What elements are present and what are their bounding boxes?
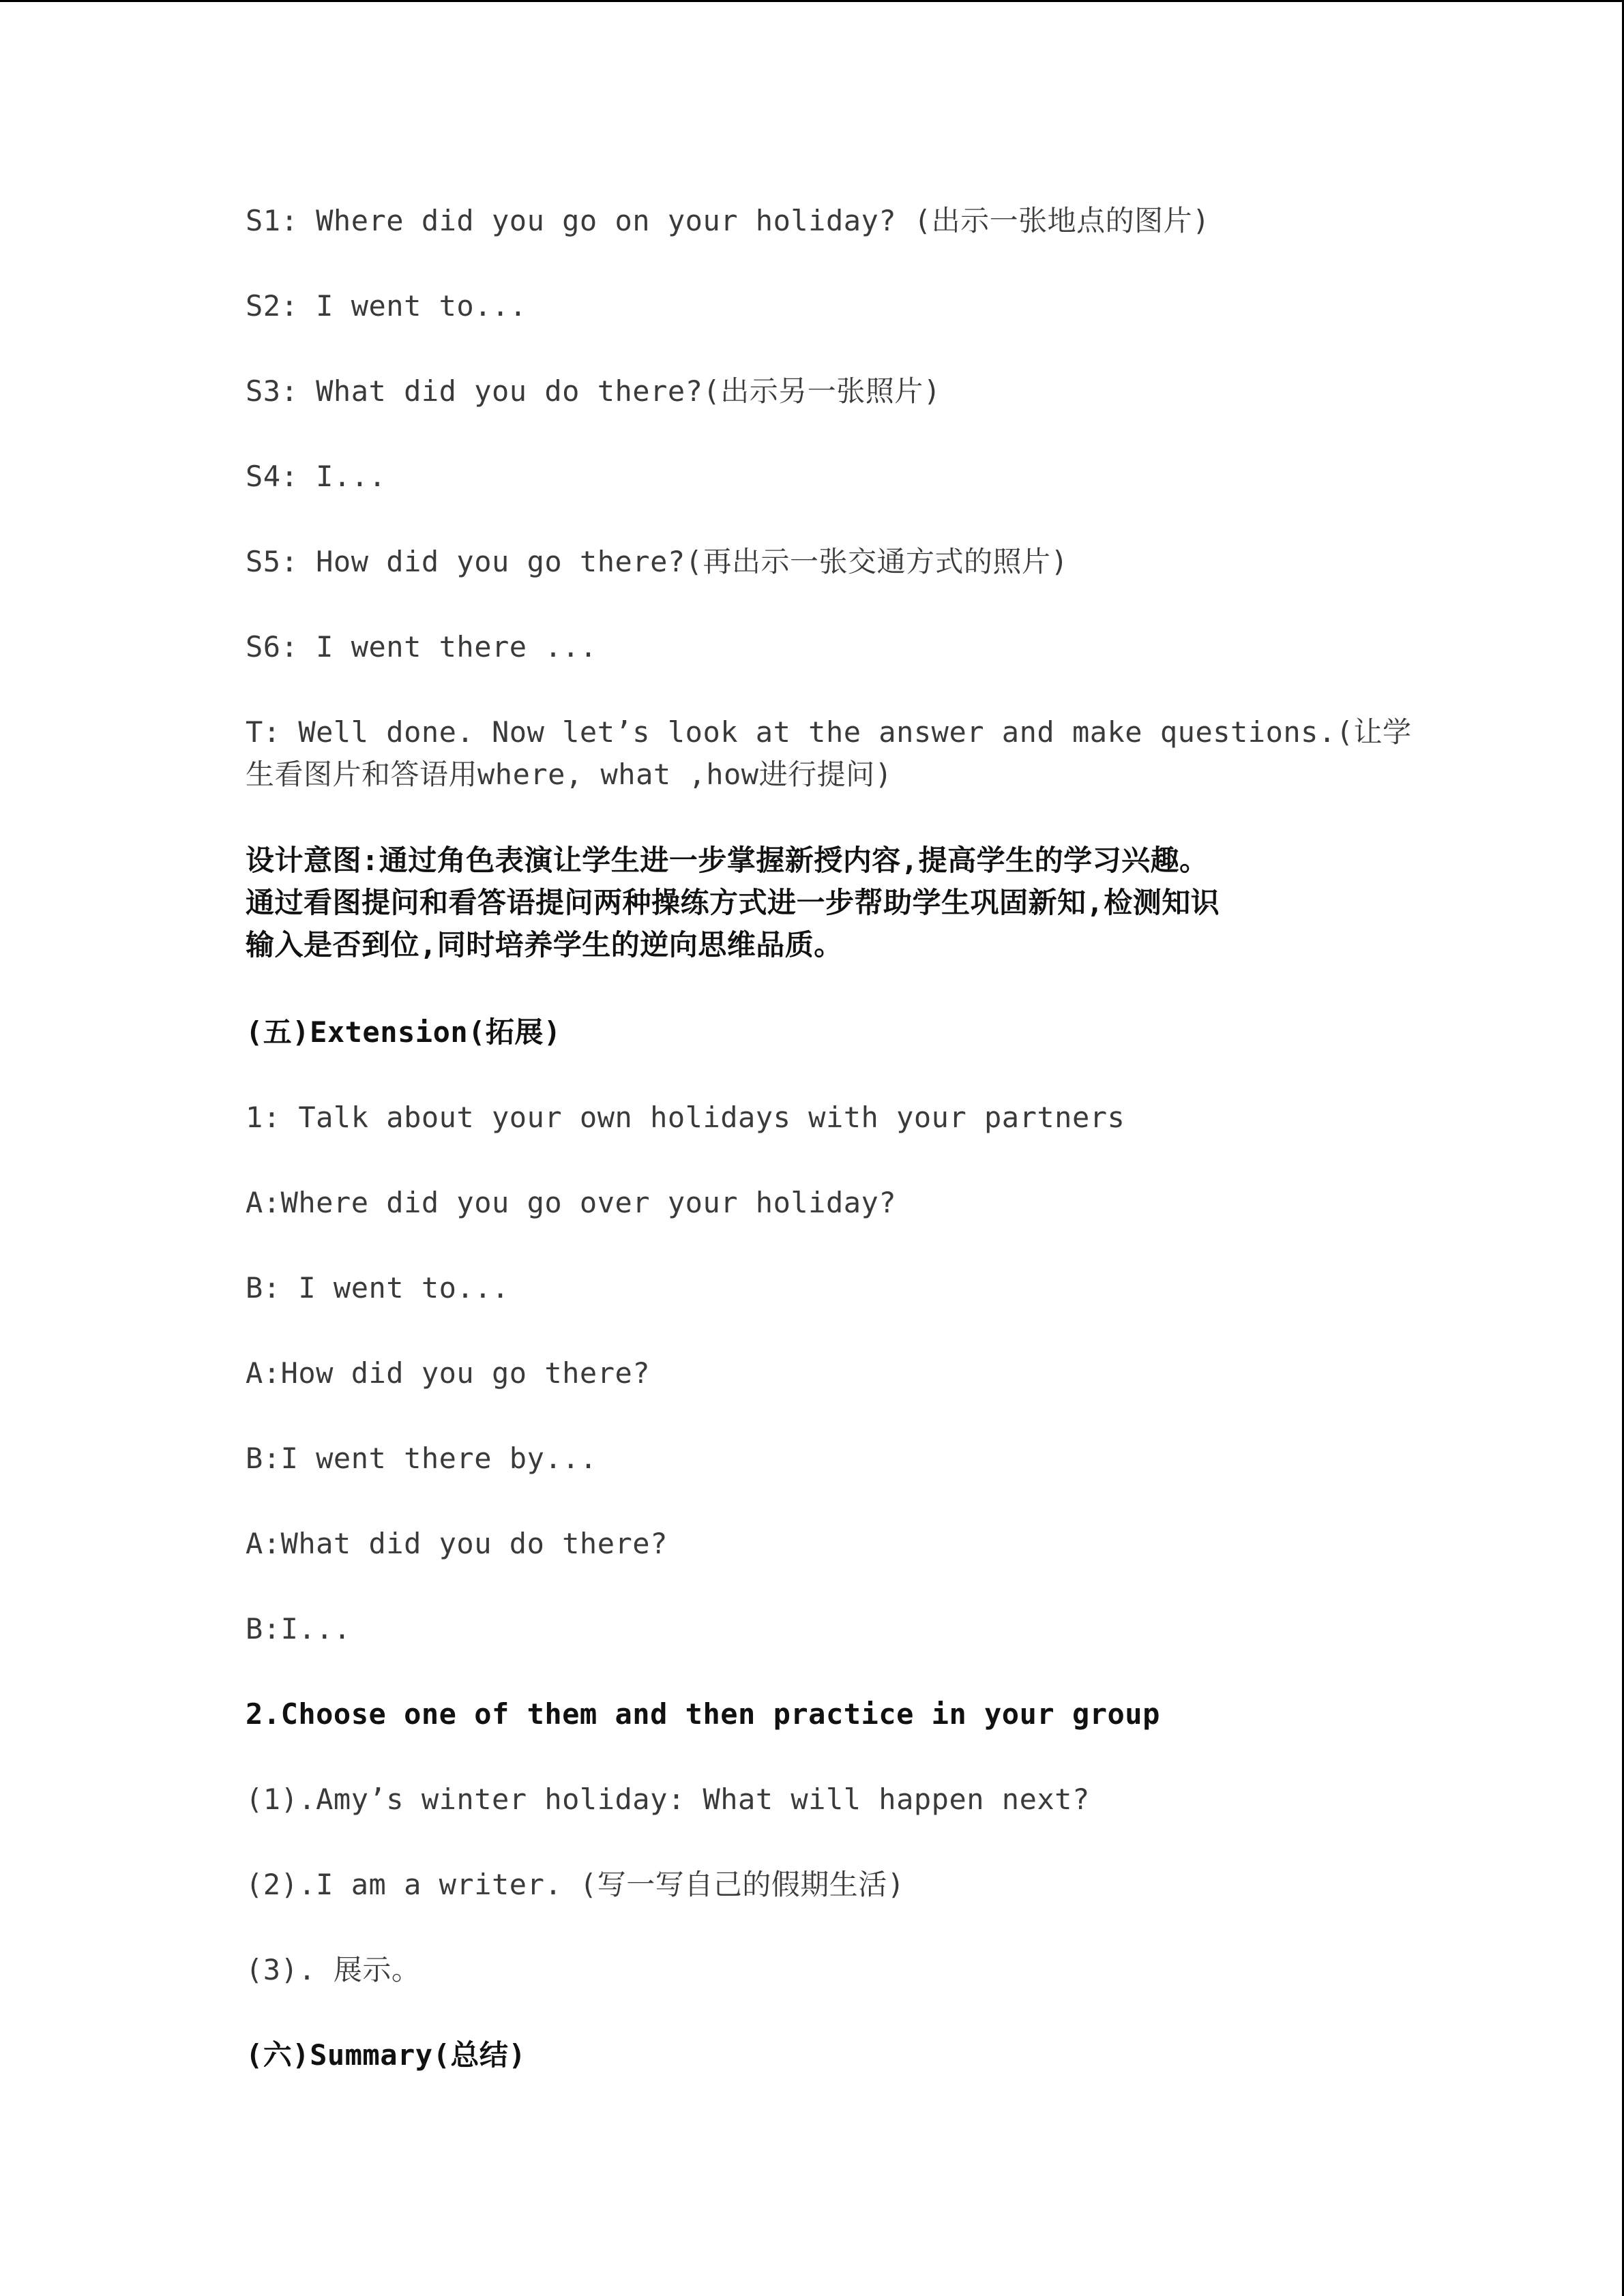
dialogue-line-s2: S2: I went to...: [246, 289, 527, 323]
design-intent-line-3: 输入是否到位,同时培养学生的逆向思维品质。: [246, 928, 843, 961]
design-intent-line-1: 设计意图:通过角色表演让学生进一步掌握新授内容,提高学生的学习兴趣。: [246, 844, 1209, 877]
teacher-line-1: T: Well done. Now let’s look at the answer and make questions.(让学: [246, 715, 1412, 749]
practice-line-b3: B:I...: [246, 1612, 351, 1645]
practice-line-a2: A:How did you go there?: [246, 1356, 651, 1390]
practice-line-a1: A:Where did you go over your holiday?: [246, 1186, 897, 1219]
practice-line-a3: A:What did you do there?: [246, 1527, 668, 1560]
design-intent-line-2: 通过看图提问和看答语提问两种操练方式进一步帮助学生巩固新知,检测知识: [246, 886, 1220, 919]
dialogue-line-s1: S1: Where did you go on your holiday? (出示一张地点的图片): [246, 204, 1210, 237]
dialogue-line-s5: S5: How did you go there?(再出示一张交通方式的照片): [246, 545, 1069, 578]
dialogue-line-s4: S4: I...: [246, 460, 387, 493]
task-2-option-1: (1).Amy’s winter holiday: What will happen next?: [246, 1783, 1090, 1816]
dialogue-line-s3: S3: What did you do there?(出示另一张照片): [246, 374, 941, 408]
task-2-option-2: (2).I am a writer. (写一写自己的假期生活): [246, 1868, 905, 1901]
section-heading-summary: (六)Summary(总结): [246, 2038, 527, 2072]
teacher-line-2: 生看图片和答语用where, what ,how进行提问): [246, 758, 893, 791]
task-1-heading: 1: Talk about your own holidays with your partners: [246, 1101, 1125, 1134]
section-heading-extension: (五)Extension(拓展): [246, 1015, 561, 1049]
dialogue-line-s6: S6: I went there ...: [246, 630, 597, 664]
task-2-heading: 2.Choose one of them and then practice in your group: [246, 1697, 1160, 1731]
task-2-option-3: (3). 展示。: [246, 1953, 421, 1986]
practice-line-b1: B: I went to...: [246, 1271, 510, 1304]
practice-line-b2: B:I went there by...: [246, 1442, 597, 1475]
